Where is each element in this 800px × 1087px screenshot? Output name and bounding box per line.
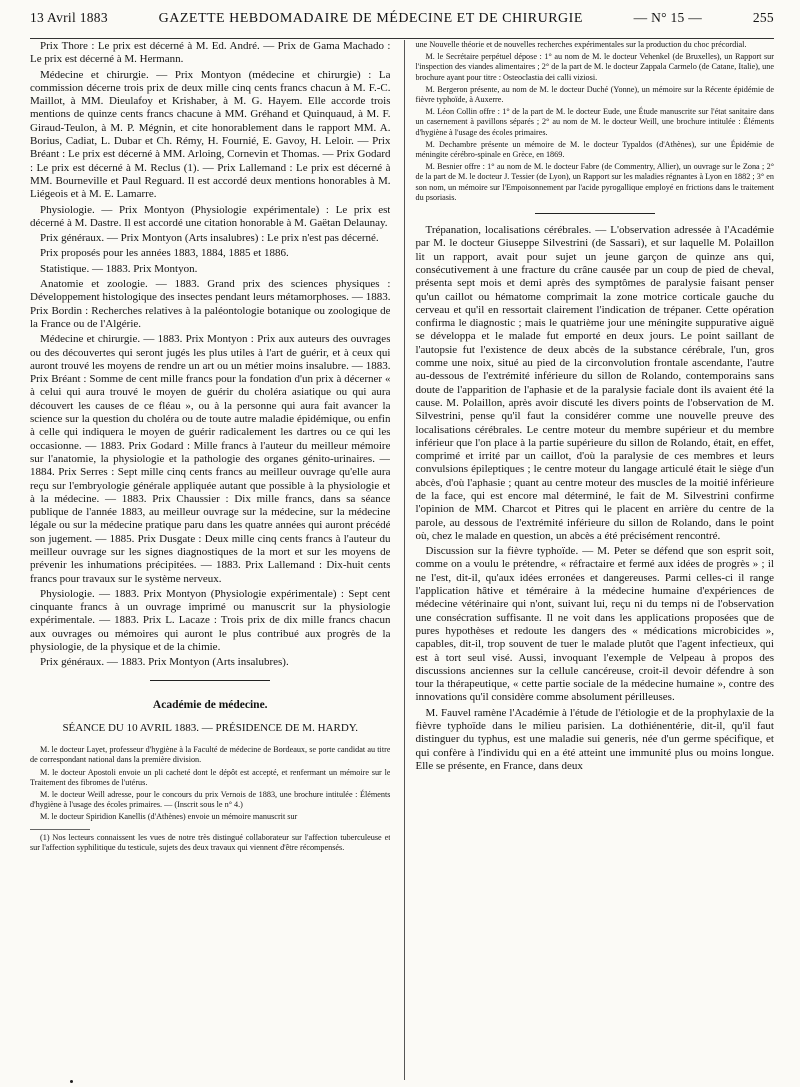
- medecine-chirurgie-1883-paragraph: Médecine et chirurgie. — 1883. Prix Montyon : Prix aux auteurs des ouvrages ou des découvertes qui seront jugés les plus utiles à l'art de guérir, et à ceux qui auront trouvé les moyens de rendre un art ou un métier moins insalubre. — 1883. Prix Bréant : Somme de cent mille francs pour la fondation d'un prix à décerner « à celui qui aura trouvé le moyen de guérir du choléra asiatique ou qui aura découvert les causes de ce fléau », ou à la personne qui aura fait avancer la science sur la question du choléra ou de toute autre maladie épidémique, ou enfin à celle qui indiquera le moyen de guérir radicalement les dartres ou ce qui les occasionne. — 1883. Prix Godard : Mille francs à l'auteur du meilleur mémoire sur l'anatomie, la physiologie et la pathologie des organes génito-urinaires. — 1884. Prix Serres : Sept mille cinq cents francs au meilleur ouvrage qu'elle aura reçu sur l'embryologie générale appliquée autant que possible à la physiologie et à la médecine. — 1883. Prix Chaussier : Dix mille francs, dans sa séance publique de l'année 1883, au meilleur ouvrage sur la médecine, sur la médecine légale ou sur la médecine pratique paru dans les quatre années qui auront précédé son jugement. — 1885. Prix Dusgate : Deux mille cinq cents francs à l'auteur du meilleur ouvrage sur les signes diagnostiques de la mort et sur les moyens de prévenir les inhumations précipitées. — 1883. Prix Lallemand : Dix-huit cents francs pour travaux sur le système nerveux.: [30, 333, 391, 585]
- prix-thore-paragraph: Prix Thore : Le prix est décerné à M. Ed. André. — Prix de Gama Machado : Le prix est décerné à M. Hermann.: [30, 40, 391, 66]
- issue-number: — N° 15 —: [633, 10, 703, 25]
- medecine-chirurgie-paragraph: Médecine et chirurgie. — Prix Montyon (médecine et chirurgie) : La commission décerne trois prix de deux mille cinq cents francs chacun à M. F.-C. Maillot, à MM. Dieulafoy et Krishaber, à M. G. Hayem. Elle accorde trois mentions de quinze cents francs chacune à MM. Gréhand et Quinquaud, à M. F. Giraud-Teulon, à M. P. Mégnin, et cite honorablement dans le rapport MM. A. Borius, Cadiat, L. Dubar et Ch. Rémy, H. Fournié, E. Gavoy, H. Leloir. — Prix Bréant : Le prix est décerné à MM. Arloing, Cornevin et Thomas. — Prix Godard : Le prix est décerné à M. Reclus (1). — Prix Lallemand : Le prix est décerné à MM. Bourneville et Paul Reguard. Il est accordé deux mentions honorables à M. Liégeois et à M. E. Lamarre.: [30, 68, 391, 201]
- fauvel-paragraph: M. Fauvel ramène l'Académie à l'étude de l'étiologie et de la prophylaxie de la fièvre typhoïde dans le milieu parisien. La dothiénentérie, dit-il, qu'il faut distinguer du typhus, est une maladie sui generis, née d'un germe spécifique, et qui confère à l'individu qui en a été atteint une immunité plus ou moins longue. Elle se présente, en France, dans deux: [415, 706, 774, 772]
- statistique-paragraph: Statistique. — 1883. Prix Montyon.: [40, 262, 198, 275]
- anatomie-zoologie-paragraph: Anatomie et zoologie. — 1883. Grand prix des sciences physiques : Développement histologique des insectes pendant leurs métamorphoses. — 1883. Prix Bordin : Recherches relatives à la paléontologie botanique ou zoologique de la France ou de l'Algérie.: [30, 278, 391, 330]
- header-rule: [30, 38, 774, 39]
- academy-heading: Académie de médecine.: [152, 698, 268, 711]
- prix-generaux-paragraph: Prix généraux. — Prix Montyon (Arts insalubres) : Le prix n'est pas décerné.: [40, 232, 379, 245]
- layet-item: M. le docteur Layet, professeur d'hygiène à la Faculté de médecine de Bordeaux, se porte candidat au titre de correspondant national dans la première division.: [30, 745, 391, 765]
- page-mark: [70, 1080, 73, 1083]
- bergeron-item: M. Bergeron présente, au nom de M. le docteur Duché (Yonne), un mémoire sur la Récente épidémie de fièvre typhoïde, à Auxerre.: [415, 84, 774, 105]
- prix-proposes-heading: Prix proposés pour les années 1883, 1884, 1885 et 1886.: [40, 247, 289, 260]
- weill-item: M. le docteur Weill adresse, pour le concours du prix Vernois de 1883, une brochure intitulée : Éléments d'hygiène à l'usage des écoles primaires. — (Inscrit sous le n° 4.): [30, 790, 391, 810]
- section-divider: [150, 680, 270, 681]
- secretaire-item: M. le Secrétaire perpétuel dépose : 1° au nom de M. le docteur Vehenkel (de Bruxelles), un Rapport sur l'inspection des viandes alimentaires ; 2° de la part de M. le docteur Zappala Carmelo (de Catane, Italie), une brochure ayant pour titre : Osteoclastia dei calli viziosi.: [415, 52, 774, 82]
- journal-page: [30, 10, 774, 1080]
- footnote-rule: [30, 829, 90, 830]
- fievre-typhoide-paragraph: Discussion sur la fièvre typhoïde. — M. Peter se défend que son esprit soit, comme on a voulu le prétendre, « réfractaire et fermé aux idées de progrès » ; il ne l'est, dit-il, qu'aux idées erronées et dangereuses. Parmi celles-ci il range l'application hâtive et téméraire à la médecine humaine d'expériences de médecine vétérinaire qui n'ont, suivant lui, reçu ni du temps ni de l'observation une consécration suffisante. Il ne voit dans les applications proposées que de pures hypothèses et redoute les dangers des « médications microbicides », capables, dit-il, trop souvent de tuer le malade plutôt que l'agent infectieux, qui est à tort seul visé. Aussi, invoquant l'exemple de Velpeau à propos des discussions anciennes sur la cellule cancéreuse, croit-il devoir défendre à son tour la thérapeutique, « cette partie sociale de la médecine humaine », contre des innovations qu'il considère comme absolument périlleuses.: [415, 545, 774, 704]
- two-column-body: [30, 40, 774, 1080]
- right-column: [404, 40, 774, 1080]
- left-column: [30, 40, 390, 1080]
- page-number: 255: [752, 10, 774, 25]
- physiologie-1883-paragraph: Physiologie. — 1883. Prix Montyon (Physiologie expérimentale) : Sept cent cinquante francs à un ouvrage imprimé ou manuscrit sur la physiologie expérimentale. — 1883. Prix L. Lacaze : Trois prix de dix mille francs chacun aux ouvrages ou mémoires qui auront le plus contribué aux progrès de la physiologie, de la physique et de la chimie.: [30, 587, 391, 654]
- footnote: (1) Nos lecteurs connaissent les vues de notre très distingué collaborateur sur l'affection tuberculeuse et sur l'affection syphilitique du testicule, sujets des deux travaux qui viennent d'être récompensés.: [30, 832, 391, 852]
- kanellis-item: M. le docteur Spiridion Kanellis (d'Athènes) envoie un mémoire manuscrit sur: [40, 812, 298, 822]
- seance-heading: SÉANCE DU 10 AVRIL 1883. — PRÉSIDENCE DE M. HARDY.: [62, 721, 359, 734]
- running-header: [30, 10, 774, 38]
- apostoli-item: M. le docteur Apostoli envoie un pli cacheté dont le dépôt est accepté, et renfermant un mémoire sur le Traitement des fibromes de l'utérus.: [30, 767, 391, 787]
- section-divider-right: [535, 213, 655, 214]
- dechambre-item: M. Dechambre présente un mémoire de M. le docteur Typaldos (d'Athènes), sur une Épidémie de méningite cérébro-spinale en Grèce, en 1869.: [415, 139, 774, 160]
- journal-title: GAZETTE HEBDOMADAIRE DE MÉDECINE ET DE CHIRURGIE: [158, 11, 583, 26]
- choc-precordial-item: une Nouvelle théorie et de nouvelles recherches expérimentales sur la production du choc précordial.: [415, 40, 747, 49]
- header-date: 13 Avril 1883: [30, 10, 108, 25]
- physiologie-paragraph: Physiologie. — Prix Montyon (Physiologie expérimentale) : Le prix est décerné à M. Dastre. Il est accordé une citation honorable à M. Gaëtan Delaunay.: [30, 203, 391, 229]
- besnier-item: M. Besnier offre : 1° au nom de M. le docteur Fabre (de Commentry, Allier), un ouvrage sur le Zona ; 2° de la part de M. le docteur J. Tessier (de Lyon), un Rapport sur les maladies régnantes à Lyon en 1882 ; 3° en son nom, un mémoire sur l'Empoisonnement par l'acide pyrogallique employé en frictions dans le traitement du psoriasis.: [415, 162, 774, 202]
- trepanation-paragraph: Trépanation, localisations cérébrales. — L'observation adressée à l'Académie par M. le docteur Giuseppe Silvestrini (de Sassari), et sur laquelle M. Polaillon lit un rapport, avait pour sujet un jeune garçon de quinze ans qui, consécutivement à une fracture du crâne causée par un coup de pied de cheval, présenta sept mois et demi après des symptômes de paralysie faisant penser qu'un caillot ou hématome comprimait la zone motrice corticale gauche du cerveau et qu'il en ressortait clairement l'indication de trépaner. Cette opération confirma le diagnostic ; mais le quatrième jour une méningite suppurative aiguë se développa et le malade fut emporté en deux jours. Le point saillant de l'autopsie fut l'existence de deux abcès de la substance cérébrale, l'un, gros comme une noix, situé au pied de la circonvolution frontale ascendante, l'autre au-dessous de l'extrémité inférieure du sillon de Rolando, contemporains sans doute de l'apparition de l'aphasie et de la paralysie faciale dont ils avaient été la cause. M. Polaillon, après avoir discuté les divers points de l'observation de M. Silvestrini, pense qu'il faut la considérer comme une nouvelle preuve des localisations cérébrales. Le centre moteur du membre supérieur et du membre inférieur que l'on place à la partie supérieure du sillon de Rolando, était, en effet, comprimé et irrité par un caillot, d'où la paralysie de ces membres et leurs convulsions épileptiques ; le centre moteur du langage articulé était le siège d'un abcès, d'où l'aphasie ; quant au centre moteur des muscles de la moitié inférieure de la face, qui est encore mal déterminé, le fait de M. Silvestrini confirme l'opinion de MM. Charcot et Pitres qui le placent en arrière du centre de la parole, au dessous de l'extrémité inférieure du sillon de Rolando, dans le point où, chez le malade en question, un abcès a été précisément rencontré.: [415, 224, 774, 542]
- prix-generaux-1883-paragraph: Prix généraux. — 1883. Prix Montyon (Arts insalubres).: [40, 656, 289, 669]
- collin-item: M. Léon Collin offre : 1° de la part de M. le docteur Eude, une Étude manuscrite sur l'état sanitaire dans un casernement à pavillons séparés ; 2° au nom de M. le docteur Weill, une brochure intitulée : Éléments d'hygiène à l'usage des écoles primaires.: [415, 107, 774, 137]
